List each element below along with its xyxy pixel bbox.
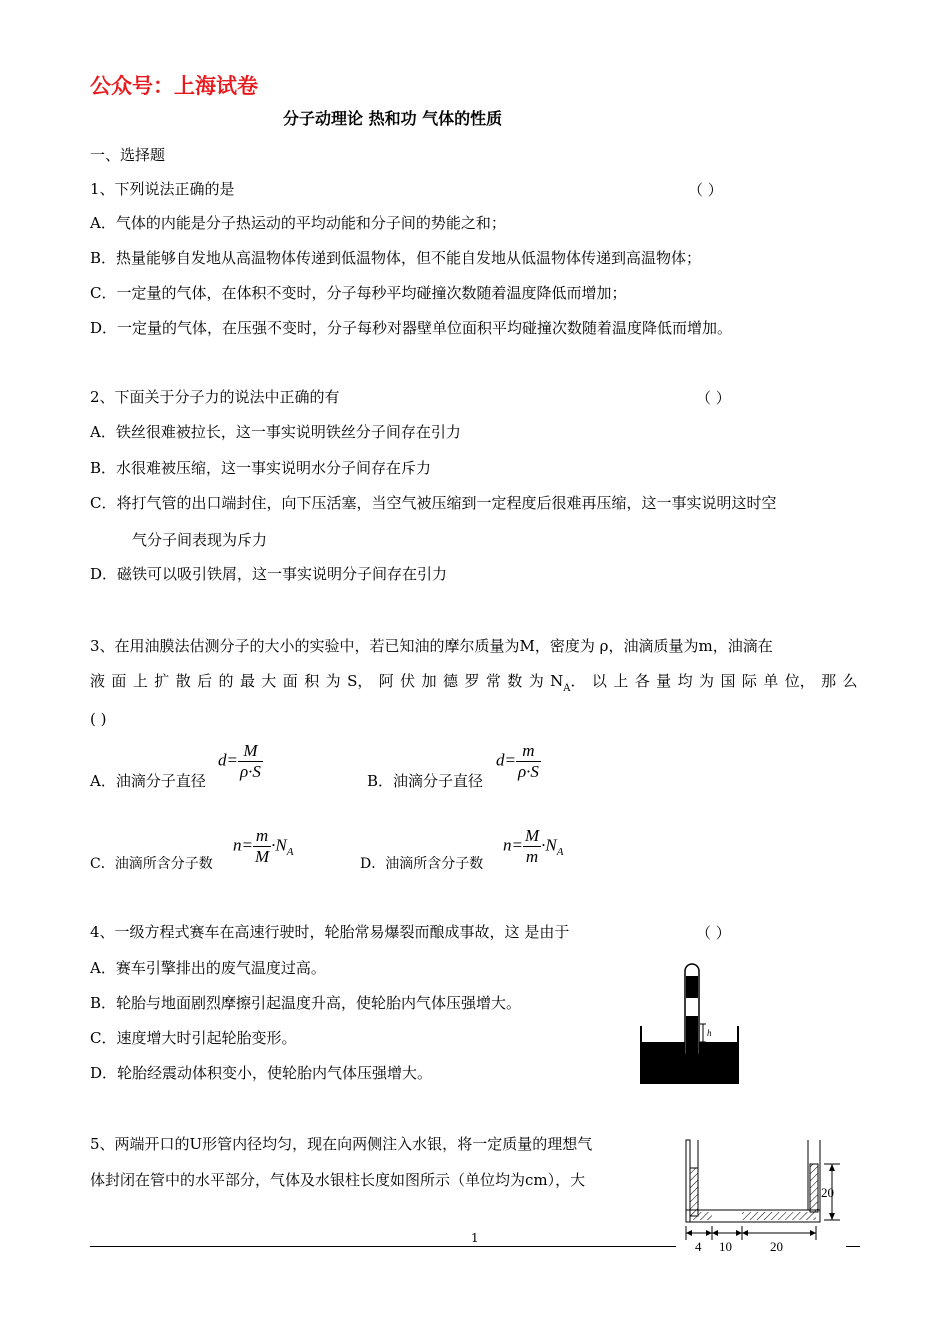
q3-line2-word: 常 (485, 672, 501, 690)
q3-line2-word: 单 (763, 672, 779, 690)
q2-answer-paren: （ ） (696, 389, 731, 407)
bottom-mercury-right (742, 1212, 816, 1220)
dim-arrow-down (829, 1213, 835, 1220)
formula-c-lhs: n= (233, 835, 253, 855)
q3-line2-word: 为 (325, 672, 341, 690)
q3-line2 (90, 671, 858, 694)
formula-c-num: m (253, 826, 271, 847)
formula-d-sub: A (556, 846, 564, 859)
page-number: 1 (471, 1231, 479, 1245)
q3-line2-word: 大 (261, 672, 277, 690)
q3-line2-word: 际 (741, 672, 757, 690)
q1-answer-paren: （ ） (688, 181, 723, 199)
formula-d-num: M (524, 826, 540, 845)
q3-line2-word: 伏 (400, 672, 416, 690)
q3-line2-word: 面 (111, 672, 127, 690)
formula-d-lhs: n= (503, 835, 523, 855)
dim-label-10: 10 (719, 1239, 732, 1254)
q2-option-b: B．水很难被压缩，这一事实说明水分子间存在斥力 (90, 459, 432, 477)
right-mercury-column (810, 1164, 818, 1212)
q4-option-a: A．赛车引擎排出的废气温度过高。 (90, 959, 326, 977)
q3-line2-word: 积 (304, 672, 320, 690)
q3-line2-word: 以 (591, 672, 607, 690)
q3-line2-word: S， (347, 672, 373, 690)
formula-c-den: M (254, 847, 270, 866)
dim-arrow-c1 (742, 1230, 748, 1236)
dim-label-20: 20 (770, 1239, 783, 1254)
q2-option-c: C．将打气管的出口端封住，向下压活塞，当空气被压缩到一定程度后很难再压缩，这一事实说明这时空 (90, 494, 777, 512)
q3-line2-word: 上 (613, 672, 629, 690)
page-title: 分子动理论 热和功 气体的性质 (283, 109, 503, 128)
dim-arrow-b1 (712, 1230, 718, 1236)
q3-line2-word: 液 (90, 672, 106, 690)
dim-arrow-a1 (686, 1230, 692, 1236)
section-label: 一、选择题 (90, 146, 166, 164)
q3-line2-word: 么 (842, 672, 858, 690)
q3-line2-word: 散 (175, 672, 191, 690)
q3-line2-word: 数 (507, 672, 523, 690)
formula-b-num: m (516, 741, 541, 762)
left-mercury-column (690, 1168, 698, 1216)
footer-rule-end (846, 1246, 860, 1247)
q3-line2-word: 为 (528, 672, 544, 690)
q4-answer-paren: （ ） (696, 924, 731, 942)
q3-line2-word: 罗 (464, 672, 480, 690)
q4-tube-figure (636, 958, 746, 1088)
q3-na-subscript: A (563, 683, 571, 694)
q3-line2-word: 扩 (154, 672, 170, 690)
q1-option-d: D．一定量的气体，在压强不变时，分子每秒对器壁单位面积平均碰撞次数随着温度降低而增加。 (90, 319, 733, 337)
q2-option-a: A．铁丝很难被拉长，这一事实说明铁丝分子间存在引力 (90, 423, 461, 441)
q3-line2-word: 国 (720, 672, 736, 690)
q3-line2-word: 阿 (378, 672, 394, 690)
q3-line2-word: 为 (699, 672, 715, 690)
tube-mercury-lower (686, 1016, 698, 1060)
formula-d-den: m (525, 847, 539, 866)
formula-c-tail: ·N (271, 835, 287, 855)
q3-option-b: B．油滴分子直径 (367, 772, 484, 790)
formula-a-num: M (238, 741, 263, 762)
q3-line2-word: 的 (218, 672, 234, 690)
q3-line2-word: 德 (443, 672, 459, 690)
q3-line2-word: 位， (784, 672, 815, 690)
formula-c-sub: A (286, 846, 294, 859)
q3-formula-a (218, 741, 263, 782)
q3-formula-d (503, 826, 563, 867)
h-label: h (707, 1028, 712, 1038)
q3-line2-word: 量 (656, 672, 672, 690)
dim-vertical-label: 20 (821, 1185, 834, 1200)
dim-arrow-a2 (706, 1230, 712, 1236)
q5-line1: 5、两端开口的U形管内径均匀，现在向两侧注入水银，将一定质量的理想气 (90, 1135, 593, 1153)
q4-stem: 4、一级方程式赛车在高速行驶时，轮胎常易爆裂而酿成事故，这 是由于 (90, 923, 570, 941)
q3-formula-b (496, 741, 541, 782)
q2-option-c-cont: 气分子间表现为斥力 (132, 531, 268, 549)
q3-option-a: A．油滴分子直径 (90, 772, 206, 790)
q3-line2-word: 面 (282, 672, 298, 690)
q3-line2-word: 上 (132, 672, 148, 690)
q4-option-c: C．速度增大时引起轮胎变形。 (90, 1029, 297, 1047)
q4-option-b: B．轮胎与地面剧烈摩擦引起温度升高，使轮胎内气体压强增大。 (90, 994, 522, 1012)
q2-stem: 2、下面关于分子力的说法中正确的有 (90, 388, 340, 406)
q3-line2-word: 加 (421, 672, 437, 690)
q3-line2-word: 最 (239, 672, 255, 690)
q1-stem: 1、下列说法正确的是 (90, 180, 235, 198)
dim-arrow-up (829, 1164, 835, 1171)
dim-arrow-b2 (736, 1230, 742, 1236)
formula-a-den: ρ·S (239, 762, 261, 781)
q3-line2-word: 各 (634, 672, 650, 690)
q3-line3: ( ) (90, 710, 107, 728)
q2-option-d: D．磁铁可以吸引铁屑，这一事实说明分子间存在引力 (90, 565, 448, 583)
q1-option-a: A．气体的内能是分子热运动的平均动能和分子间的势能之和； (90, 214, 506, 232)
q5-utube-figure (680, 1134, 860, 1258)
dim-label-4: 4 (695, 1239, 702, 1254)
q3-line2-word: $N_A$． (550, 672, 586, 694)
dim-arrow-c2 (810, 1230, 816, 1236)
q1-option-b: B．热量能够自发地从高温物体传递到低温物体，但不能自发地从低温物体传递到高温物体； (90, 249, 702, 267)
q1-option-c: C．一定量的气体，在体积不变时，分子每秒平均碰撞次数随着温度降低而增加； (90, 284, 627, 302)
footer-rule (90, 1246, 676, 1247)
formula-b-den: ρ·S (517, 762, 539, 781)
q3-line1: 3、在用油膜法估测分子的大小的实验中，若已知油的摩尔质量为M，密度为 ρ，油滴质量为m，油滴在 (90, 637, 773, 655)
q3-option-d: D．油滴所含分子数 (360, 856, 484, 872)
formula-d-tail: ·N (541, 835, 557, 855)
q5-line2: 体封闭在管中的水平部分，气体及水银柱长度如图所示（单位均为cm），大 (90, 1171, 586, 1189)
q4-option-d: D．轮胎经震动体积变小，使轮胎内气体压强增大。 (90, 1064, 433, 1082)
brand-watermark: 公众号：上海试卷 (90, 74, 258, 98)
formula-a-lhs: d= (218, 750, 238, 770)
formula-b-lhs: d= (496, 750, 516, 770)
q3-line2-word: 后 (197, 672, 213, 690)
tube-mercury-column (686, 976, 698, 998)
bottom-mercury-left (690, 1212, 712, 1220)
q3-line2-word: 均 (677, 672, 693, 690)
q3-formula-c (233, 826, 293, 867)
q3-option-c: C．油滴所含分子数 (90, 856, 213, 872)
q3-line2-word: 那 (821, 672, 837, 690)
